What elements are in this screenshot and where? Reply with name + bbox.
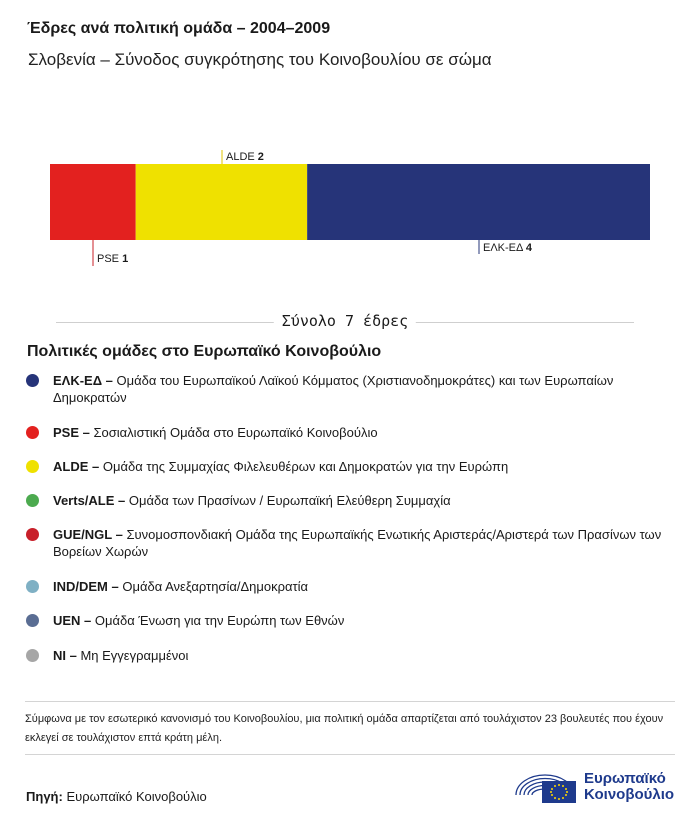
legend-desc: Μη Εγγεγραμμένοι	[80, 648, 189, 663]
note-divider-bottom	[25, 754, 675, 755]
legend-code: ALDE –	[53, 459, 100, 474]
source-label: Πηγή:	[26, 789, 63, 804]
stacked-bar-chart	[0, 140, 700, 280]
chart-subtitle: Σλοβενία – Σύνοδος συγκρότησης του Κοινοβουλίου σε σώμα	[28, 50, 492, 69]
legend-code: ΕΛΚ-ΕΔ –	[53, 373, 113, 388]
bar-label-0: PSE 1	[97, 253, 129, 265]
total-seats	[56, 312, 634, 334]
legend-dot	[26, 374, 39, 387]
legend-desc: Ομάδα των Πρασίνων / Ευρωπαϊκή Ελεύθερη Συμμαχία	[128, 493, 451, 508]
note-divider-top	[25, 701, 675, 702]
legend-code: IND/DEM –	[53, 579, 119, 594]
legend-dot	[26, 580, 39, 593]
source-value: Ευρωπαϊκό Κοινοβούλιο	[66, 789, 207, 804]
footnote: Σύμφωνα με τον εσωτερικό κανονισμό του Κοινοβουλίου, μια πολιτική ομάδα απαρτίζεται από τουλάχιστον 23 βουλευτές που έχουν εκλεγεί σε τουλάχιστον επτά κράτη μέλη.	[25, 713, 664, 744]
groups-heading: Πολιτικές ομάδες στο Ευρωπαϊκό Κοινοβούλιο	[27, 343, 382, 360]
source	[26, 789, 207, 804]
legend-dot	[26, 494, 39, 507]
legend-desc: Ομάδα της Συμμαχίας Φιλελευθέρων και Δημοκρατών για την Ευρώπη	[102, 459, 509, 474]
chart-title: Έδρες ανά πολιτική ομάδα – 2004–2009	[27, 20, 331, 37]
legend-desc: Συνομοσπονδιακή Ομάδα της Ευρωπαϊκής Ενωτικής Αριστεράς/Αριστερά των Πρασίνων των Βορείων Χωρών	[53, 527, 662, 559]
legend-code: Verts/ALE –	[53, 493, 126, 508]
bar-segment-1	[136, 164, 307, 240]
legend-desc: Ομάδα Ανεξαρτησία/Δημοκρατία	[122, 579, 309, 594]
total-label: Σύνολο 7 έδρες	[274, 312, 416, 330]
logo-text	[584, 771, 674, 803]
legend-desc: Ομάδα του Ευρωπαϊκού Λαϊκού Κόμματος (Χριστιανοδημοκράτες) και των Ευρωπαίων Δημοκρατών	[53, 373, 614, 405]
legend-dot	[26, 460, 39, 473]
european-parliament-hemicycle-eu-flag-icon	[512, 765, 578, 805]
logo-line-1: Ευρωπαϊκό	[584, 770, 666, 787]
legend-code: NI –	[53, 648, 77, 663]
legend-dot	[26, 426, 39, 439]
legend-code: PSE –	[53, 425, 90, 440]
logo-line-2: Κοινοβούλιο	[584, 786, 675, 803]
bar-label-1: ALDE 2	[226, 151, 264, 163]
legend-code: GUE/NGL –	[53, 527, 123, 542]
legend-desc: Ομάδα Ένωση για την Ευρώπη των Εθνών	[94, 613, 345, 628]
legend-dot	[26, 649, 39, 662]
bar-segment-0	[50, 164, 136, 240]
bar-segment-2	[307, 164, 650, 240]
bar-label-2: ΕΛΚ-ΕΔ 4	[483, 242, 532, 254]
legend-desc: Σοσιαλιστική Ομάδα στο Ευρωπαϊκό Κοινοβούλιο	[93, 425, 378, 440]
legend-dot	[26, 528, 39, 541]
legend-code: UEN –	[53, 613, 92, 628]
legend-dot	[26, 614, 39, 627]
european-parliament-logo	[512, 765, 682, 805]
